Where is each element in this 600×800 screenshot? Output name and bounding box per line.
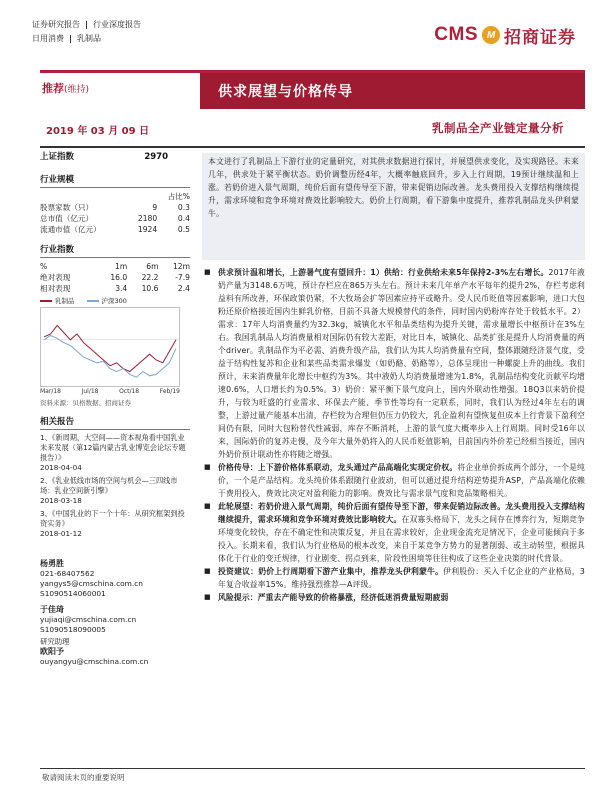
x-tick-label: Mar/18: [40, 388, 61, 395]
summary: 本文进行了乳制品上下游行业的定量研究，对其供求数据进行探讨，并展望供求变化，及实现路径。未来几年，供求处于紧平衡状态。奶价调整历经4年，大概率触底回升，步入上行周期，19预计继续温和上涨。若奶价进入景气周期，纯价后面有望传导至下游，带来促销边际改善。龙头费用投入支撑结构继续提升，需求环境和竞争环境对费效比影响较大。奶价上行周期，看下游集中度提升，推荐乳制品龙头伊利蒙牛。: [202, 153, 585, 260]
table-row: 相对表现 3.4 10.6 2.4: [40, 284, 190, 293]
footer-note: 敬请阅读末页的重要说明: [42, 773, 125, 782]
analyst-name: 于佳琦: [40, 605, 64, 614]
bullet-supply-demand: ■ 供求预计温和增长，上游暑气度有望回升：1）供给：行业供给未来5年保持2-3%左右增长。2017年液奶产量为3148.6万吨，预计存栏应在865万头左右。预计未来几年单产水平每年约提升2%，存栏考虑利益料有所改善，环保政策仍紧，不大牧场会扩等因素应持平或略升。受人民币贬值等因素影响，进口大包粉还原价格接近国内生鲜乳价格，目前不具备大规模替代的条件，同时国内奶粉库存处于较低水平。2）需求：17年人均消费量约为32.3kg，城镇化水平和品类结构为提升关键，需求量增长中枢预计在3%左右。我国乳制品人均消费量相对国际仍有较大差距，对比日本，城镇化、品类扩张是提升人均消费量的两个driver。乳制品作为平必需、消费升级产品，我们认为其人均消费量有空间，整体跟随经济景气度，受益于结构性复苏和企业和某些品类需求爆发（如奶酪、奶酪等），总体呈现出一种螺旋上升的曲线。我们预计，未来消费量年化增长中枢约为3%。其中液奶人均消费量增速为1.8%，乳制品结构变化贡献平均增速0.6%，人口增长约为0.5%。3）奶价：紧平衡下景气度向上，国内外联动性增强。18Q3以来奶价提升，与较为旺盛的行业需求、环保去产能、季节性等均有一定联系，同时，我们认为经过4年左右的调整，上游过量产能基本出清，存栏较为合理但仍压力仍较大，乳企盈利有望恢复但成本上行背景下盈利空间仍有限，同时大包粉替代性减弱，库存不断消耗，上游的景气度大概率步入上行周期。同时受16年以来，国际奶价的复苏走慢，及今年大量外奶将入的人民币贬值影响，目前国内外价差已经相当接近，国内外奶价预计联动性亦将随之增强。: [204, 266, 585, 461]
analyst-email: yujiaqi@cmschina.com.cn: [40, 615, 137, 624]
analyst-email: yangys5@cmschina.com.cn: [40, 579, 143, 588]
related-report: 2、《乳业低线市场的空间与机会—三四线市场：乳业空间新引擎》 2018-03-18: [40, 476, 178, 505]
series-line-dairy: [44, 325, 176, 371]
related-heading: 相关报告: [40, 415, 190, 430]
logo-text: CMS: [434, 24, 478, 45]
brand-logo: [434, 24, 576, 46]
related-report: 3、《中国乳业的下一个十年：从研究框架到投资实务》 2018-01-12: [40, 509, 185, 538]
x-tick-label: Jul/18: [81, 388, 99, 395]
table-row: 股票家数（只） 9 0.3: [40, 203, 190, 212]
index-label: 上证指数: [40, 152, 75, 162]
report-title: 供求展望与价格传导: [200, 73, 585, 109]
footer-rule: [40, 768, 585, 769]
index-row: [40, 152, 190, 165]
chart-source: 资料来源：贝格数据、招商证券: [40, 399, 131, 407]
performance-chart: [40, 307, 180, 387]
analyst-name: 杨勇胜: [40, 559, 64, 568]
x-tick-label: Feb/19: [159, 388, 180, 395]
index-value: 2970: [144, 152, 168, 162]
bullet-risk: ■ 风险提示：严重去产能导致的价格暴涨，经济低迷消费量短期疲弱: [204, 591, 585, 604]
table-row: 流通市值（亿元） 1924 0.5: [40, 225, 190, 234]
analyst-cert: S1090518090005: [40, 625, 106, 634]
divider: [40, 146, 585, 148]
report-type: 证券研究报告: [32, 20, 80, 29]
analyst-email: ouyangyu@cmschina.com.cn: [40, 657, 149, 666]
logo-cn: 招商证券: [504, 27, 576, 48]
x-tick-label: Oct/18: [119, 388, 140, 395]
industry-index-heading: 行业指数: [40, 243, 190, 258]
analyst-name: 欧阳予: [40, 647, 64, 656]
analyst-cert: S1090514060001: [40, 589, 106, 598]
series-line-csi300: [44, 336, 176, 378]
subsector: 乳制品: [77, 34, 101, 43]
analyst-phone: 021-68407562: [40, 569, 95, 578]
chart-frame: [41, 308, 180, 387]
report-subtitle: 乳制品全产业链定量分析: [432, 121, 564, 135]
report-subtype: 行业深度报告: [93, 20, 141, 29]
logo-badge-icon: M: [482, 26, 500, 44]
related-report: 1、《新周期，大空间——资本视角看中国乳业未来发展（第12篇内蒙古乳业博览会论坛专题报告）》 2018-04-04: [40, 433, 186, 472]
legend-item-dairy: 乳制品: [40, 296, 75, 305]
table-row: 总市值（亿元） 2180 0.4: [40, 214, 190, 223]
x-axis-labels: [40, 388, 180, 395]
analyst-block: [40, 559, 190, 667]
assistant-role: 研究助理: [40, 637, 70, 646]
table-row: 绝对表现 16.0 22.2 -7.9: [40, 273, 190, 282]
chart-legend: [40, 296, 190, 305]
report-date: 2019 年 03 月 09 日: [46, 126, 150, 137]
key-points: [204, 266, 585, 604]
industry-scale-heading: 行业规模: [40, 173, 190, 188]
rating: 推荐(维持): [42, 82, 90, 95]
report-category: [32, 18, 141, 46]
industry-index-table: % 1m 6m 12m 绝对表现 16.0 22.2 -7.9 相对表现 3.4 10.6 2.4: [40, 262, 190, 293]
bullet-price-transmission: ■ 价格传导：上下游价格体系联动，龙头通过产品高端化实现定价权。将企业单价拆成两个部分，一个是纯价，一个是产品结构。龙头纯价体系跟随行业波动，但可以通过提升结构逆势提升ASP，产品高端化依赖于费用投入，费效比决定对盈利能力的影响。费效比与需求景气度和竞品策略相关。: [204, 461, 585, 500]
bullet-outlook: ■ 此轮展望：若奶价进入景气周期，纯价后面有望传导至下游，带来促销边际改善。龙头费用投入支撑结构继续提升，需求环境和竞争环境对费效比影响较大。在双寡头格局下，龙头之间存在博弈行为，短期竞争环境变化较快，存在不确定性和决策反复，并且在需求较好，企业现金流充足情况下，企业可能倾向于多投入。长期来看，我们认为行业格局的根本改变，来自于某竞争方势力的显著削弱、或主动转型，根据具体化于行业的变迁规律，行业剧变、拐点到来，阶段性困境等往往构成了这些企业决策的时代背景。: [204, 500, 585, 565]
bullet-investment-advice: ■ 投资建议：奶价上行周期看下游产业集中，推荐龙头伊利蒙牛。伊利股份：买入千亿企业的产业格局，3年复合收益率15%。维持强烈推荐—A评级。: [204, 565, 585, 591]
industry-scale-table: 占比% 股票家数（只） 9 0.3 总市值（亿元） 2180 0.4 流通市值（亿元） 1924 0.5: [40, 192, 190, 234]
legend-item-csi300: 沪深300: [87, 296, 127, 305]
sector: 日用消费: [32, 34, 64, 43]
sidebar: [40, 152, 190, 667]
